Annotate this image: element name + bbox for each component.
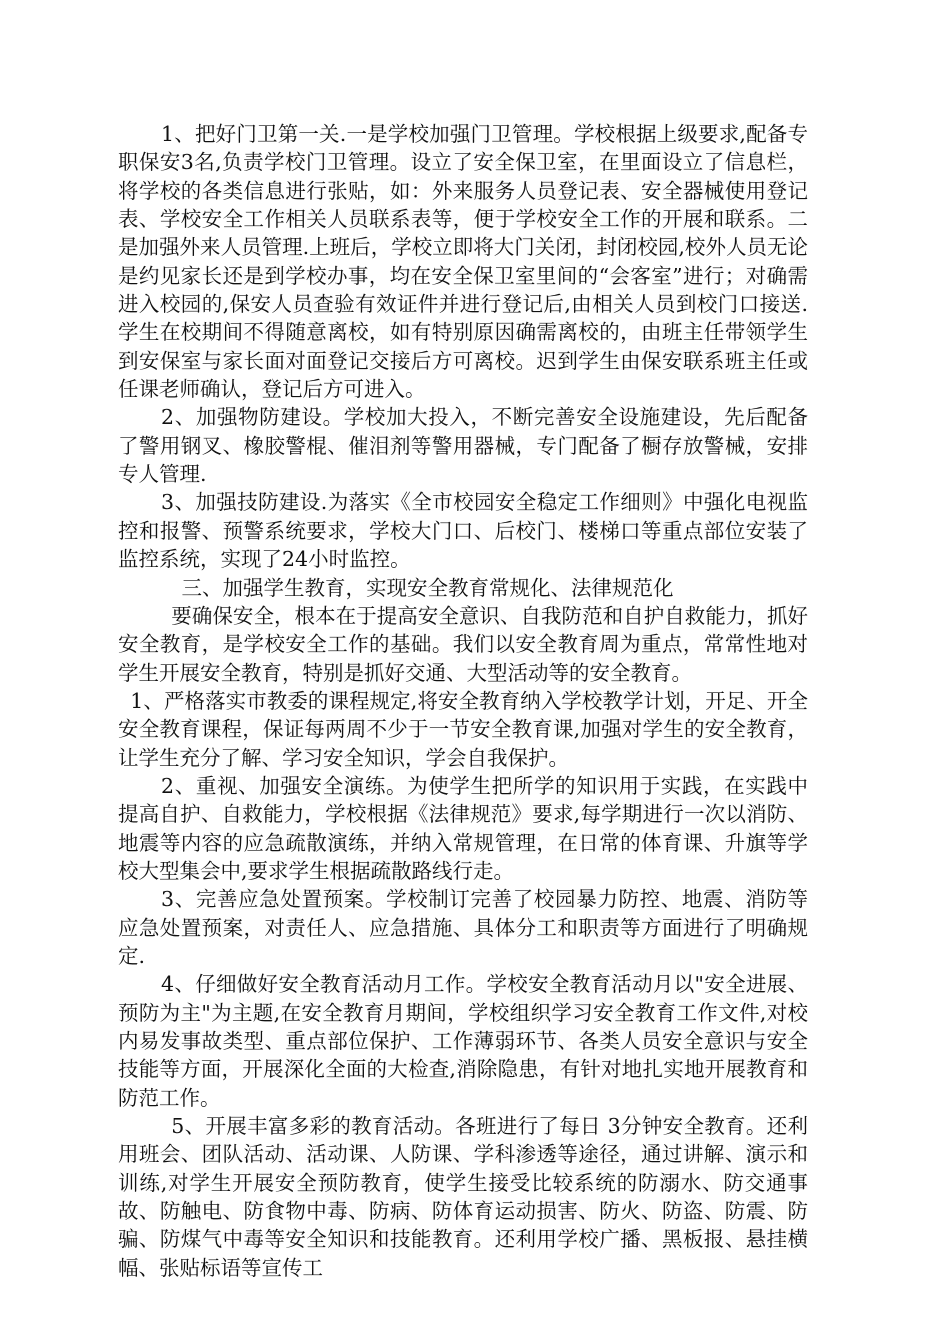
paragraph-safety-month: 4、仔细做好安全教育活动月工作。学校安全教育活动月以"安全进展、预防为主"为主题,在安全教育月期间，学校组织学习安全教育工作文件,对校内易发事故类型、重点部位保护、工作薄弱环节、各类人员安全意识与安全技能等方面，开展深化全面的大检查,消除隐患，有针对地扎实地开展教育和防范工作。 bbox=[118, 972, 808, 1110]
paragraph-safety-awareness: 要确保安全，根本在于提高安全意识、自我防范和自护自救能力，抓好安全教育，是学校安全工作的基础。我们以安全教育周为重点，常常性地对学生开展安全教育，特别是抓好交通、大型活动等的安全教育。 bbox=[118, 603, 808, 685]
paragraph-gatekeeping: 1、把好门卫第一关.一是学校加强门卫管理。学校根据上级要求,配备专职保安3名,负责学校门卫管理。设立了安全保卫室，在里面设立了信息栏，将学校的各类信息进行张贴，如：外来服务人员登记表、安全器械使用登记表、学校安全工作相关人员联系表等，便于学校安全工作的开展和联系。二是加强外来人员管理.上班后，学校立即将大门关闭，封闭校园,校外人员无论是约见家长还是到学校办事，均在安全保卫室里间的“会客室”进行；对确需进入校园的,保安人员查验有效证件并进行登记后,由相关人员到校门口接送.学生在校期间不得随意离校，如有特别原因确需离校的，由班主任带领学生到安保室与家长面对面登记交接后方可离校。迟到学生由保安联系班主任或任课老师确认，登记后方可进入。 bbox=[118, 122, 808, 402]
paragraph-physical-defense: 2、加强物防建设。学校加大投入，不断完善安全设施建设，先后配备了警用钢叉、橡胶警棍、催泪剂等警用器械，专门配备了橱存放警械，安排专人管理. bbox=[118, 405, 808, 487]
paragraph-curriculum: 1、严格落实市教委的课程规定,将安全教育纳入学校教学计划，开足、开全安全教育课程，保证每两周不少于一节安全教育课,加强对学生的安全教育，让学生充分了解、学习安全知识，学会自我保护。 bbox=[118, 688, 808, 770]
document-page bbox=[118, 120, 808, 1282]
section-heading-student-education: 三、加强学生教育，实现安全教育常规化、法律规范化 bbox=[181, 575, 674, 600]
paragraph-education-activities: 5、开展丰富多彩的教育活动。各班进行了每日 3分钟安全教育。还利用班会、团队活动、活动课、人防课、学科渗透等途径，通过讲解、演示和训练,对学生开展安全预防教育，使学生接受比较系统的防溺水、防交通事故、防触电、防食物中毒、防病、防体育运动损害、防火、防盗、防震、防骗、防煤气中毒等安全知识和技能教育。还利用学校广播、黑板报、悬挂横幅、张贴标语等宣传工 bbox=[118, 1114, 808, 1280]
paragraph-drills: 2、重视、加强安全演练。为使学生把所学的知识用于实践，在实践中提高自护、自救能力，学校根据《法律规范》要求,每学期进行一次以消防、地震等内容的应急疏散演练，并纳入常规管理，在日常的体育课、升旗等学校大型集会中,要求学生根据疏散路线行走。 bbox=[118, 773, 808, 883]
paragraph-emergency-plans: 3、完善应急处置预案。学校制订完善了校园暴力防控、地震、消防等应急处置预案，对责任人、应急措施、具体分工和职责等方面进行了明确规定. bbox=[118, 887, 808, 968]
paragraph-technical-defense: 3、加强技防建设.为落实《全市校园安全稳定工作细则》中强化电视监控和报警、预警系统要求，学校大门口、后校门、楼梯口等重点部位安装了监控系统，实现了24小时监控。 bbox=[118, 490, 808, 572]
